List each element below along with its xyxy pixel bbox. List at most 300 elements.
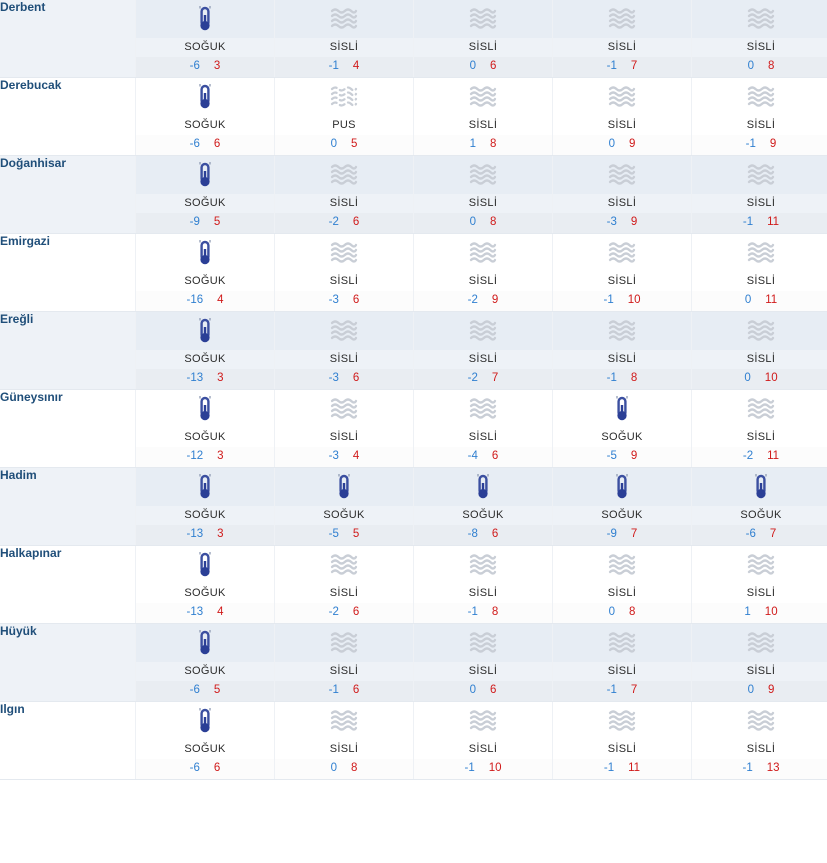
weather-icon-box [692, 312, 827, 350]
temp-max: 10 [764, 606, 778, 618]
condition-label: SİSLİ [607, 665, 637, 677]
fog-icon [327, 314, 361, 348]
forecast-day-cell [136, 312, 275, 390]
weather-icon-box [414, 0, 552, 38]
forecast-day-cell [692, 546, 827, 624]
temp-max: 11 [765, 294, 778, 306]
fog-icon [744, 236, 778, 270]
condition-label: SİSLİ [746, 41, 776, 53]
thermometer-cold-icon [744, 470, 778, 504]
table-row [0, 546, 827, 624]
condition-label: SOĞUK [601, 431, 643, 443]
condition-label: SİSLİ [329, 353, 359, 365]
forecast-day-cell [136, 624, 275, 702]
table-row [0, 0, 827, 78]
condition-label: SİSLİ [746, 665, 776, 677]
thermometer-cold-icon [188, 158, 222, 192]
temperature-range [692, 759, 827, 779]
temperature-range [553, 135, 691, 155]
forecast-day-cell [275, 156, 414, 234]
temp-max: 4 [352, 60, 360, 72]
weather-icon-box [692, 546, 827, 584]
forecast-day-cell [414, 702, 553, 780]
temp-min: -5 [606, 450, 617, 462]
condition-label: SİSLİ [468, 119, 498, 131]
temp-max: 6 [490, 684, 497, 696]
fog-icon [605, 704, 639, 738]
temperature-range [414, 447, 552, 467]
weather-icon-box [275, 78, 413, 116]
temp-min: -13 [186, 372, 204, 384]
temp-max: 11 [628, 762, 641, 774]
fog-icon [466, 704, 500, 738]
forecast-day-cell [414, 390, 553, 468]
thermometer-cold-icon [605, 470, 639, 504]
temp-max: 6 [490, 60, 497, 72]
temp-max: 9 [768, 684, 775, 696]
thermometer-cold-icon [188, 704, 222, 738]
weather-icon-box [136, 624, 274, 662]
temp-min: -16 [186, 294, 204, 306]
condition-label: SOĞUK [323, 509, 365, 521]
temp-min: -3 [328, 450, 339, 462]
table-row [0, 78, 827, 156]
temp-min: -2 [467, 294, 478, 306]
thermometer-cold-icon [188, 626, 222, 660]
condition-label: SOĞUK [184, 665, 226, 677]
forecast-day-cell [692, 390, 827, 468]
fog-icon [327, 236, 361, 270]
temp-max: 6 [352, 294, 360, 306]
condition-label: SOĞUK [184, 509, 226, 521]
condition-label: SOĞUK [462, 509, 504, 521]
weather-icon-box [414, 156, 552, 194]
weather-icon-box [275, 0, 413, 38]
table-row [0, 156, 827, 234]
fog-icon [605, 80, 639, 114]
forecast-day-cell [692, 234, 827, 312]
condition-label: SİSLİ [329, 431, 359, 443]
temp-min: -3 [328, 372, 339, 384]
temp-min: -1 [328, 60, 339, 72]
temp-min: -1 [464, 762, 475, 774]
temperature-range [275, 57, 413, 77]
forecast-day-cell [553, 312, 692, 390]
condition-label: SİSLİ [468, 665, 498, 677]
temperature-range [136, 213, 274, 233]
temperature-range [692, 57, 827, 77]
location-name[interactable]: Emirgazi [0, 234, 136, 312]
forecast-day-cell [692, 312, 827, 390]
location-name[interactable]: Ilgın [0, 702, 136, 780]
forecast-day-cell [553, 78, 692, 156]
forecast-day-cell [692, 624, 827, 702]
temperature-range [136, 759, 274, 779]
condition-label: SİSLİ [607, 743, 637, 755]
temp-min: 1 [744, 606, 751, 618]
fog-icon [605, 158, 639, 192]
temperature-range [414, 213, 552, 233]
fog-icon [744, 80, 778, 114]
condition-label: SİSLİ [329, 587, 359, 599]
thermometer-cold-icon [188, 314, 222, 348]
weather-icon-box [136, 468, 274, 506]
fog-icon [327, 704, 361, 738]
temp-min: 0 [330, 762, 337, 774]
location-name[interactable]: Derbent [0, 0, 136, 78]
forecast-day-cell [414, 312, 553, 390]
condition-label: SİSLİ [746, 743, 776, 755]
temperature-range [136, 525, 274, 545]
condition-label: SİSLİ [468, 197, 498, 209]
weather-icon-box [275, 702, 413, 740]
temp-max: 3 [217, 372, 224, 384]
forecast-day-cell [553, 156, 692, 234]
forecast-day-cell [414, 468, 553, 546]
weather-icon-box [136, 0, 274, 38]
weather-icon-box [275, 156, 413, 194]
condition-label: SOĞUK [740, 509, 782, 521]
weather-icon-box [692, 702, 827, 740]
weather-icon-box [692, 234, 827, 272]
forecast-day-cell [692, 78, 827, 156]
temp-max: 4 [352, 450, 360, 462]
forecast-day-cell [553, 624, 692, 702]
temp-max: 11 [767, 450, 780, 462]
thermometer-cold-icon [188, 548, 222, 582]
temperature-range [692, 369, 827, 389]
fog-icon [327, 158, 361, 192]
condition-label: SİSLİ [468, 41, 498, 53]
temp-max: 9 [769, 138, 777, 150]
temp-max: 7 [630, 60, 638, 72]
weather-icon-box [414, 234, 552, 272]
temp-max: 5 [351, 138, 358, 150]
table-row [0, 624, 827, 702]
temp-max: 3 [217, 528, 224, 540]
fog-icon [327, 392, 361, 426]
weather-icon-box [553, 390, 691, 428]
temperature-range [553, 57, 691, 77]
weather-icon-box [414, 468, 552, 506]
temperature-range [414, 759, 552, 779]
condition-label: SİSLİ [329, 275, 359, 287]
forecast-day-cell [275, 702, 414, 780]
weather-icon-box [275, 312, 413, 350]
condition-label: SOĞUK [184, 119, 226, 131]
fog-icon [605, 236, 639, 270]
temperature-range [136, 603, 274, 623]
forecast-day-cell [553, 546, 692, 624]
forecast-day-cell [275, 312, 414, 390]
temp-min: -1 [742, 762, 753, 774]
temperature-range [692, 447, 827, 467]
weather-icon-box [553, 468, 691, 506]
condition-label: SİSLİ [468, 743, 498, 755]
thermometer-cold-icon [188, 236, 222, 270]
condition-label: SİSLİ [607, 587, 637, 599]
forecast-day-cell [275, 468, 414, 546]
temperature-range [692, 603, 827, 623]
table-row [0, 234, 827, 312]
location-name[interactable]: Doğanhisar [0, 156, 136, 234]
thermometer-cold-icon [188, 2, 222, 36]
temp-max: 5 [352, 528, 360, 540]
condition-label: SİSLİ [329, 743, 359, 755]
weather-icon-box [553, 234, 691, 272]
fog-icon [466, 158, 500, 192]
condition-label: SOĞUK [184, 743, 226, 755]
temp-max: 3 [213, 60, 221, 72]
temperature-range [692, 525, 827, 545]
fog-icon [466, 392, 500, 426]
condition-label: SİSLİ [607, 41, 637, 53]
weather-icon-box [414, 390, 552, 428]
forecast-day-cell [136, 702, 275, 780]
temperature-range [136, 681, 274, 701]
weather-icon-box [692, 78, 827, 116]
weather-icon-box [692, 468, 827, 506]
forecast-day-cell [553, 234, 692, 312]
temperature-range [275, 525, 413, 545]
temp-min: 0 [469, 60, 476, 72]
temp-max: 7 [630, 684, 638, 696]
weather-icon-box [414, 546, 552, 584]
temp-max: 3 [217, 450, 224, 462]
fog-icon [744, 2, 778, 36]
forecast-day-cell [553, 390, 692, 468]
condition-label: PUS [332, 119, 356, 131]
temperature-range [275, 291, 413, 311]
temp-min: 0 [608, 606, 615, 618]
temp-max: 9 [629, 138, 636, 150]
temperature-range [553, 525, 691, 545]
weather-icon-box [692, 0, 827, 38]
weather-icon-box [414, 624, 552, 662]
temp-max: 9 [630, 450, 638, 462]
temp-min: -1 [606, 372, 617, 384]
temperature-range [275, 759, 413, 779]
temp-min: 0 [330, 138, 337, 150]
location-name[interactable]: Halkapınar [0, 546, 136, 624]
temp-min: -5 [328, 528, 339, 540]
temperature-range [414, 369, 552, 389]
temp-min: 0 [744, 294, 752, 306]
condition-label: SİSLİ [468, 587, 498, 599]
temperature-range [553, 681, 691, 701]
temp-min: 0 [469, 684, 476, 696]
weather-icon-box [275, 624, 413, 662]
forecast-day-cell [553, 0, 692, 78]
condition-label: SİSLİ [607, 275, 637, 287]
table-row [0, 702, 827, 780]
condition-label: SİSLİ [607, 119, 637, 131]
condition-label: SİSLİ [746, 431, 776, 443]
forecast-day-cell [414, 156, 553, 234]
forecast-day-cell [275, 234, 414, 312]
fog-icon [327, 626, 361, 660]
table-row [0, 468, 827, 546]
fog-icon [744, 626, 778, 660]
temp-min: 0 [747, 60, 754, 72]
temperature-range [553, 447, 691, 467]
condition-label: SOĞUK [184, 431, 226, 443]
temp-min: -1 [745, 138, 756, 150]
temperature-range [692, 291, 827, 311]
fog-icon [466, 80, 500, 114]
forecast-day-cell [136, 156, 275, 234]
forecast-day-cell [692, 0, 827, 78]
weather-icon-box [414, 78, 552, 116]
weather-icon-box [275, 390, 413, 428]
weather-icon-box [275, 234, 413, 272]
weather-icon-box [692, 390, 827, 428]
temp-max: 13 [766, 762, 780, 774]
temperature-range [692, 135, 827, 155]
weather-icon-box [414, 702, 552, 740]
temp-min: -1 [467, 606, 478, 618]
temp-max: 10 [488, 762, 502, 774]
temperature-range [553, 603, 691, 623]
temp-max: 10 [627, 294, 641, 306]
forecast-day-cell [414, 78, 553, 156]
weather-icon-box [553, 546, 691, 584]
condition-label: SİSLİ [746, 353, 776, 365]
forecast-day-cell [553, 468, 692, 546]
location-name[interactable]: Hüyük [0, 624, 136, 702]
fog-icon [744, 158, 778, 192]
weather-icon-box [136, 390, 274, 428]
temp-max: 9 [491, 294, 499, 306]
temp-max: 11 [767, 216, 780, 228]
temp-max: 6 [352, 216, 360, 228]
temp-max: 7 [630, 528, 638, 540]
condition-label: SİSLİ [468, 431, 498, 443]
temperature-range [136, 447, 274, 467]
temp-min: -2 [742, 450, 754, 462]
temp-max: 8 [490, 138, 497, 150]
condition-label: SİSLİ [468, 275, 498, 287]
table-row [0, 312, 827, 390]
temp-max: 7 [769, 528, 777, 540]
weather-icon-box [553, 78, 691, 116]
temp-min: -1 [328, 684, 339, 696]
weather-icon-box [275, 546, 413, 584]
forecast-day-cell [692, 702, 827, 780]
weather-icon-box [136, 156, 274, 194]
temp-min: -6 [189, 138, 200, 150]
temp-min: 1 [469, 138, 476, 150]
condition-label: SİSLİ [746, 587, 776, 599]
temperature-range [553, 291, 691, 311]
fog-icon [327, 548, 361, 582]
temp-min: -3 [606, 216, 617, 228]
temperature-range [136, 291, 274, 311]
condition-label: SOĞUK [184, 353, 226, 365]
forecast-day-cell [275, 78, 414, 156]
forecast-day-cell [414, 234, 553, 312]
weather-icon-box [553, 312, 691, 350]
weather-icon-box [414, 312, 552, 350]
condition-label: SİSLİ [746, 119, 776, 131]
thermometer-cold-icon [466, 470, 500, 504]
condition-label: SOĞUK [601, 509, 643, 521]
condition-label: SİSLİ [329, 197, 359, 209]
condition-label: SİSLİ [607, 197, 637, 209]
temperature-range [692, 213, 827, 233]
forecast-day-cell [136, 78, 275, 156]
condition-label: SOĞUK [184, 275, 226, 287]
temp-min: -6 [189, 60, 200, 72]
temperature-range [553, 213, 691, 233]
temp-min: -1 [606, 684, 617, 696]
temp-max: 5 [213, 216, 221, 228]
temp-min: -6 [189, 762, 200, 774]
weather-icon-box [553, 0, 691, 38]
temp-max: 10 [764, 372, 778, 384]
weather-icon-box [692, 156, 827, 194]
location-name[interactable]: Hadim [0, 468, 136, 546]
fog-icon [466, 236, 500, 270]
temp-min: -6 [745, 528, 756, 540]
forecast-day-cell [136, 234, 275, 312]
temp-min: -1 [606, 60, 617, 72]
condition-label: SİSLİ [329, 665, 359, 677]
temperature-range [414, 525, 552, 545]
temp-min: -1 [603, 762, 615, 774]
temp-min: -13 [186, 528, 204, 540]
weather-icon-box [692, 624, 827, 662]
location-name[interactable]: Güneysınır [0, 390, 136, 468]
temp-max: 8 [629, 606, 636, 618]
fog-icon [605, 626, 639, 660]
fog-icon [744, 392, 778, 426]
temp-max: 6 [491, 528, 499, 540]
weather-icon-box [136, 546, 274, 584]
temp-min: -2 [328, 606, 339, 618]
location-name[interactable]: Ereğli [0, 312, 136, 390]
forecast-day-cell [275, 624, 414, 702]
temp-max: 4 [217, 294, 224, 306]
forecast-day-cell [136, 546, 275, 624]
weather-icon-box [136, 312, 274, 350]
fog-icon [605, 314, 639, 348]
location-name[interactable]: Derebucak [0, 78, 136, 156]
temp-max: 8 [768, 60, 775, 72]
weather-icon-box [136, 78, 274, 116]
weather-icon-box [275, 468, 413, 506]
thermometer-cold-icon [605, 392, 639, 426]
thermometer-cold-icon [188, 470, 222, 504]
temperature-range [275, 135, 413, 155]
fog-icon [744, 704, 778, 738]
temp-max: 6 [352, 606, 360, 618]
temperature-range [275, 603, 413, 623]
temp-max: 5 [213, 684, 221, 696]
condition-label: SİSLİ [329, 41, 359, 53]
fog-icon [605, 2, 639, 36]
temp-min: -1 [603, 294, 614, 306]
fog-icon [466, 314, 500, 348]
temperature-range [136, 57, 274, 77]
temp-min: -8 [467, 528, 478, 540]
temp-min: -9 [606, 528, 617, 540]
condition-label: SOĞUK [184, 41, 226, 53]
fog-icon [466, 548, 500, 582]
forecast-day-cell [692, 468, 827, 546]
temp-min: 0 [608, 138, 615, 150]
temperature-range [136, 135, 274, 155]
